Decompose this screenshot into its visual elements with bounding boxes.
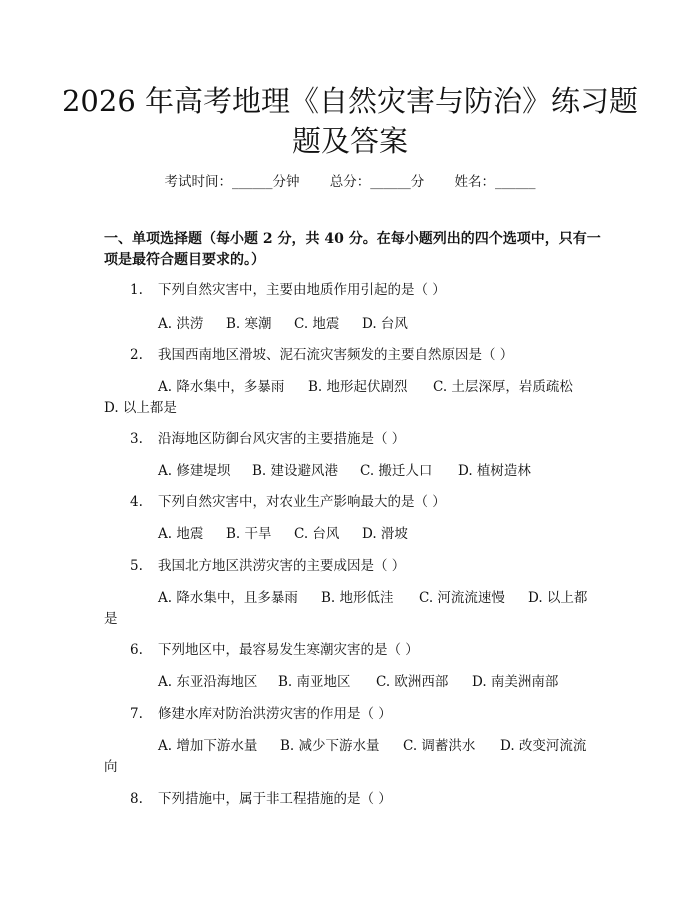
page-title-line2: 题及答案 [291, 124, 408, 158]
option-d: D. 植树造林 [458, 463, 531, 479]
option-b: B. 减少下游水量 [280, 738, 380, 754]
option-d: D. 改变河流流 [500, 738, 587, 754]
question-stem: 下列地区中，最容易发生寒潮灾害的是（ ） [158, 642, 419, 658]
option-c: C. 搬迁人口 [360, 463, 433, 479]
exam-time-label: 考试时间：______分钟 [164, 174, 300, 190]
question-stem: 下列措施中，属于非工程措施的是（ ） [158, 791, 392, 807]
question-number: 2. [130, 347, 143, 363]
option-a: A. 降水集中，且多暴雨 [158, 590, 298, 606]
question-number: 3. [130, 431, 143, 447]
question-number: 5. [130, 558, 143, 574]
question-number: 7. [130, 706, 143, 722]
option-b: B. 建设避风港 [252, 463, 339, 479]
question-stem: 我国北方地区洪涝灾害的主要成因是（ ） [158, 558, 406, 574]
total-score-label: 总分：______分 [329, 174, 425, 190]
option-a: A. 修建堤坝 [158, 463, 231, 479]
option-a: A. 降水集中，多暴雨 [158, 379, 285, 395]
option-c: C. 河流流速慢 [419, 590, 505, 606]
question-number: 6. [130, 642, 143, 658]
question-stem: 下列自然灾害中，主要由地质作用引起的是（ ） [158, 282, 446, 298]
question-number: 8. [130, 791, 143, 807]
option-d: D. 以上都 [528, 590, 588, 606]
option-b: B. 地形起伏剧烈 [308, 379, 408, 395]
question-stem: 我国西南地区滑坡、泥石流灾害频发的主要自然原因是（ ） [158, 347, 514, 363]
exam-meta [0, 170, 700, 190]
page-title-line1: 2026 年高考地理《自然灾害与防治》练习题 [61, 84, 639, 118]
option-c: C. 台风 [294, 526, 340, 542]
option-b: B. 地形低洼 [321, 590, 394, 606]
option-a: A. 地震 [158, 526, 204, 542]
question-stem: 下列自然灾害中，对农业生产影响最大的是（ ） [158, 494, 446, 510]
option-c: C. 地震 [294, 316, 340, 332]
option-c: C. 欧洲西部 [376, 674, 449, 690]
option-a: A. 洪涝 [158, 316, 204, 332]
option-c: C. 调蓄洪水 [403, 738, 476, 754]
question-number: 4. [130, 494, 143, 510]
option-d: D. 以上都是 [104, 400, 177, 416]
option-a: A. 增加下游水量 [158, 738, 258, 754]
option-c: C. 土层深厚，岩质疏松 [433, 379, 573, 395]
section-heading: 一、单项选择题（每小题 2 分，共 40 分。在每小题列出的四个选项中，只有一项是最符合题目要求的。） [104, 231, 601, 268]
option-a: A. 东亚沿海地区 [158, 674, 258, 690]
student-name-label: 姓名：______ [454, 174, 536, 190]
question-number: 1. [130, 282, 143, 298]
option-b: B. 寒潮 [226, 316, 272, 332]
option-d-continued: 向 [104, 759, 118, 775]
option-b: B. 干旱 [226, 526, 272, 542]
option-d: D. 滑坡 [362, 526, 408, 542]
option-b: B. 南亚地区 [278, 674, 351, 690]
question-stem: 沿海地区防御台风灾害的主要措施是（ ） [158, 431, 406, 447]
option-d: D. 南美洲南部 [472, 674, 559, 690]
option-d-continued: 是 [104, 611, 118, 627]
option-d: D. 台风 [362, 316, 408, 332]
question-stem: 修建水库对防治洪涝灾害的作用是（ ） [158, 706, 392, 722]
